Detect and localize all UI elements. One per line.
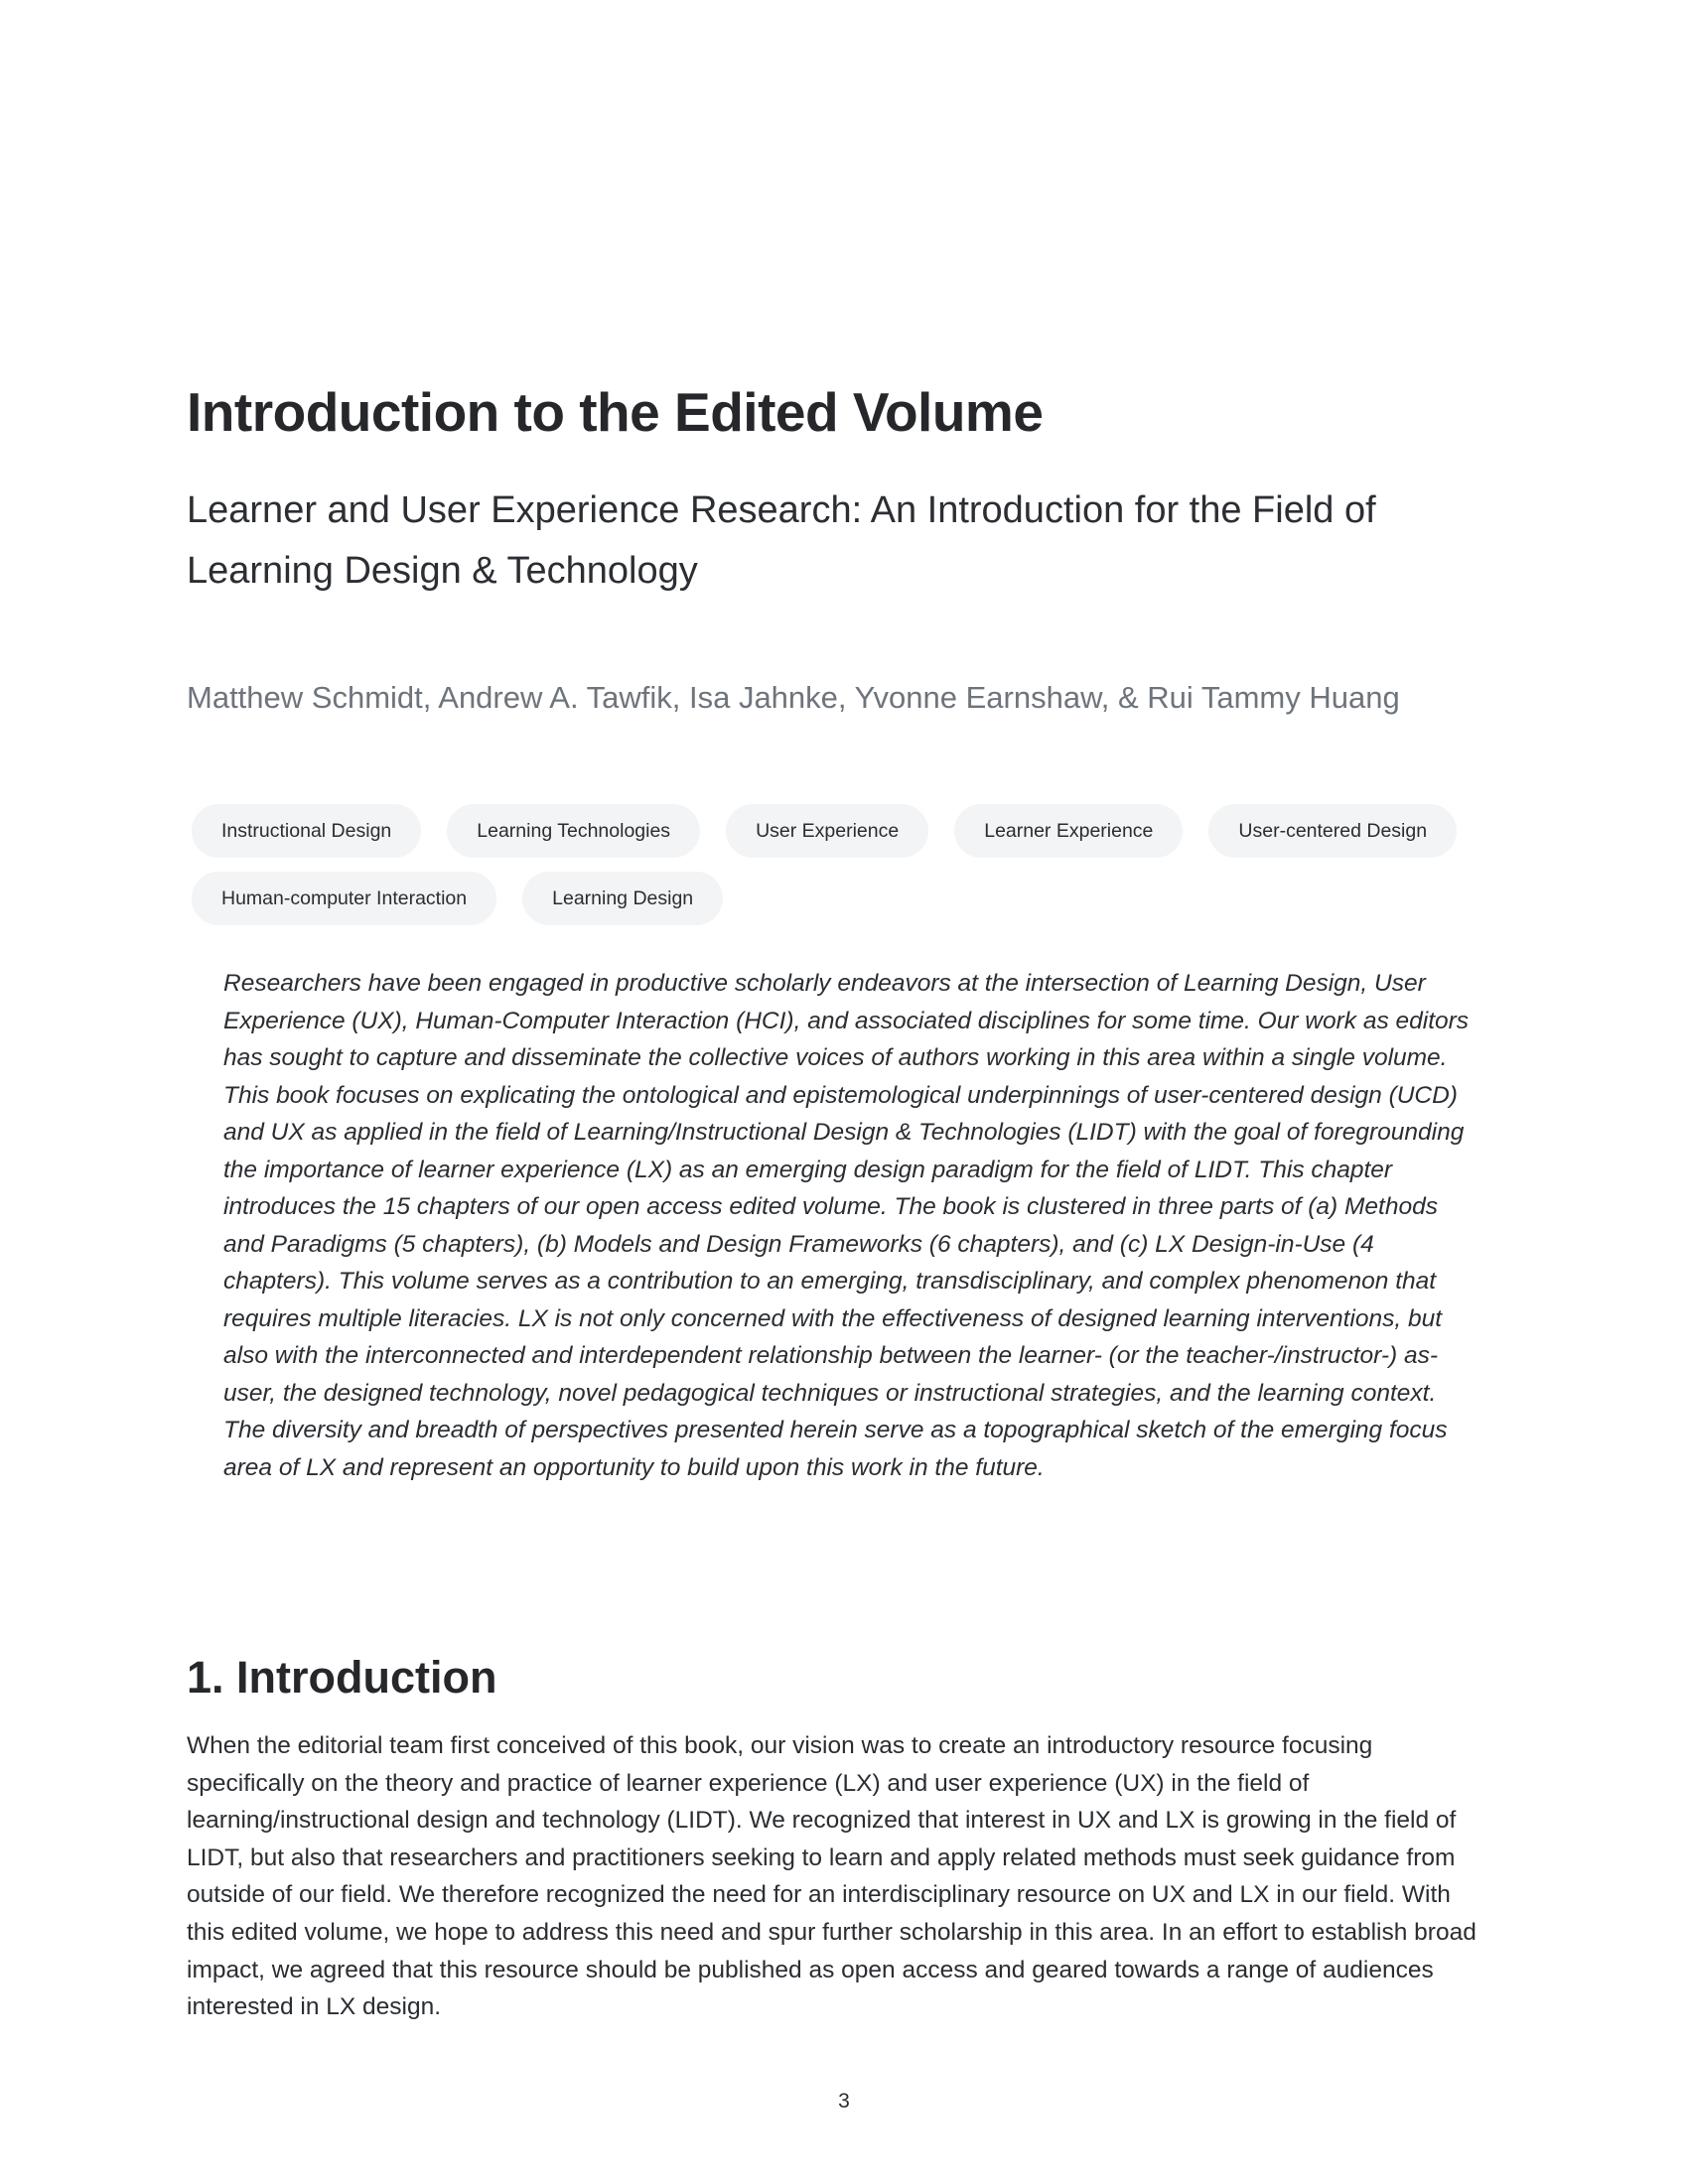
keyword-tag[interactable]: User Experience [726, 804, 928, 858]
keyword-tag[interactable]: Learning Design [522, 872, 723, 925]
keyword-tag[interactable]: User-centered Design [1208, 804, 1457, 858]
page-number: 3 [838, 2090, 850, 2113]
keyword-tag[interactable]: Instructional Design [192, 804, 421, 858]
document-page [187, 0, 1487, 2184]
author-list: Matthew Schmidt, Andrew A. Tawfik, Isa Jahnke, Yvonne Earnshaw, & Rui Tammy Huang [187, 680, 1400, 715]
keyword-tags [192, 804, 1502, 925]
document-subtitle: Learner and User Experience Research: An Introduction for the Field of Learning Design & Technology [187, 489, 1376, 592]
keyword-tag[interactable]: Learner Experience [954, 804, 1183, 858]
keyword-tag[interactable]: Human-computer Interaction [192, 872, 496, 925]
document-title: Introduction to the Edited Volume [187, 381, 1044, 443]
keyword-tag[interactable]: Learning Technologies [447, 804, 700, 858]
abstract: Researchers have been engaged in productive scholarly endeavors at the intersection of Learning Design, User Experience (UX), Human-Computer Interaction (HCI), and associated disciplines for some time. Our work as editors has sought to capture and disseminate the collective voices of authors working in this area within a single volume. This book focuses on explicating the ontological and epistemological underpinnings of user-centered design (UCD) and UX as applied in the field of Learning/Instructional Design & Technologies (LIDT) with the goal of foregrounding the importance of learner experience (LX) as an emerging design paradigm for the field of LIDT. This chapter introduces the 15 chapters of our open access edited volume. The book is clustered in three parts of (a) Methods and Paradigms (5 chapters), (b) Models and Design Frameworks (6 chapters), and (c) LX Design-in-Use (4 chapters). This volume serves as a contribution to an emerging, transdisciplinary, and complex phenomenon that requires multiple literacies. LX is not only concerned with the effectiveness of designed learning interventions, but also with the interconnected and interdependent relationship between the learner- (or the teacher-/instructor-) as-user, the designed technology, novel pedagogical techniques or instructional strategies, and the learning context. The diversity and breadth of perspectives presented herein serve as a topographical sketch of the emerging focus area of LX and represent an opportunity to build upon this work in the future. [223, 970, 1470, 1481]
section-heading: 1. Introduction [187, 1652, 497, 1703]
section-paragraph: When the editorial team first conceived of this book, our vision was to create an introductory resource focusing specifically on the theory and practice of learner experience (LX) and user experience (UX) in the field of learning/instructional design and technology (LIDT). We recognized that interest in UX and LX is growing in the field of LIDT, but also that researchers and practitioners seeking to learn and apply related methods must seek guidance from outside of our field. We therefore recognized the need for an interdisciplinary resource on UX and LX in our field. With this edited volume, we hope to address this need and spur further scholarship in this area. In an effort to establish broad impact, we agreed that this resource should be published as open access and geared towards a range of audiences interested in LX design. [187, 1732, 1477, 2021]
